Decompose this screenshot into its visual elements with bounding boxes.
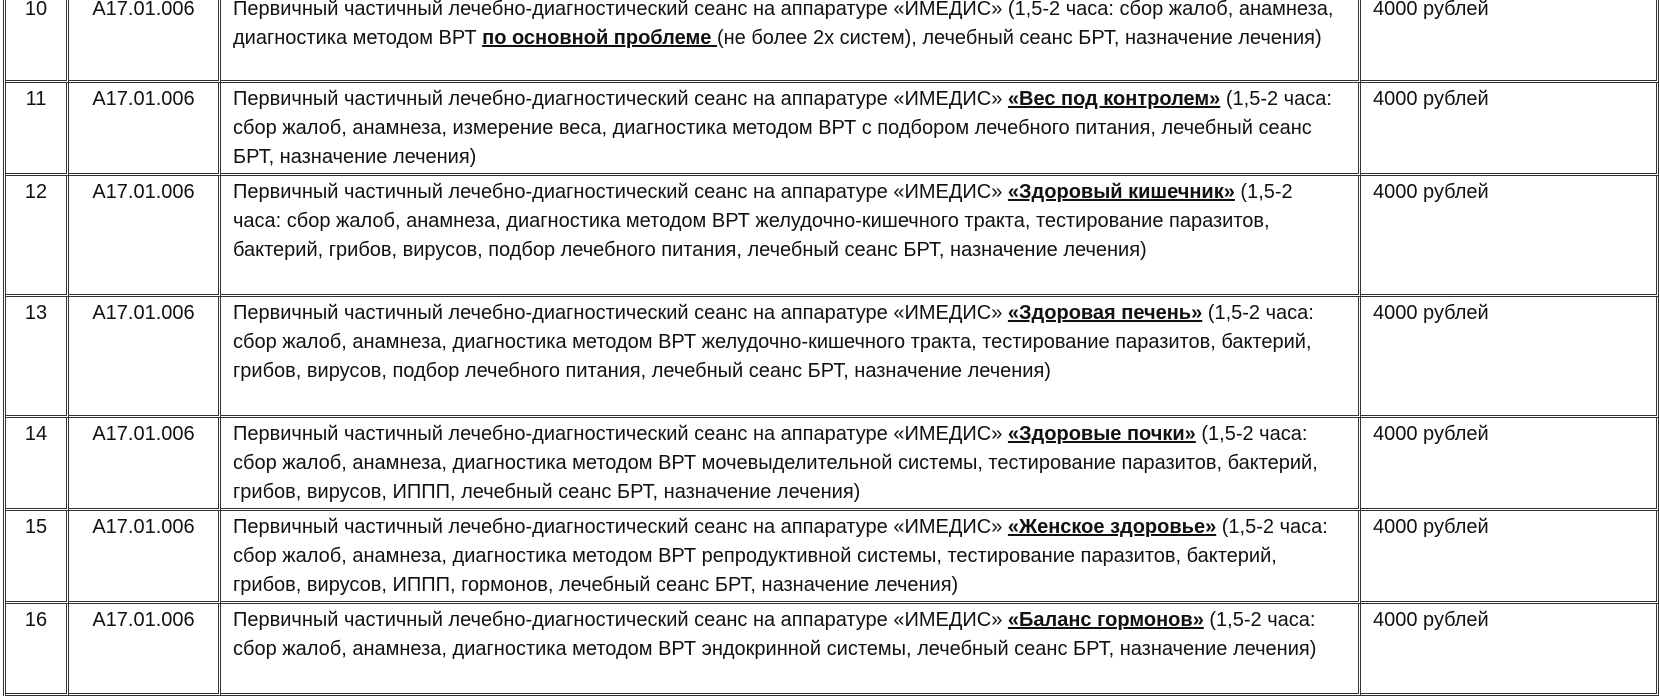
description-text: Первичный частичный лечебно-диагностический сеанс на аппаратуре «ИМЕДИС» (1,5-2 часа: сбор жалоб, анамнеза, диагностика методом ВРТ [233,0,1334,49]
table-row [6,604,1659,696]
description-highlight: «Здоровые почки» [1007,423,1196,445]
description-highlight: «Баланс гормонов» [1007,609,1204,631]
description-highlight: по основной проблеме [482,27,717,49]
description-highlight: «Здоровый кишечник» [1007,181,1235,203]
row-number: 13 [6,297,69,418]
service-description [221,511,1361,604]
service-description [221,83,1361,176]
service-code: А17.01.006 [69,418,221,511]
description-text: (1,5-2 часа: сбор жалоб, анамнеза, диагностика методом ВРТ желудочно-кишечного тракта, тестирование паразитов, бактерий, грибов, вирусов, подбор лечебного питания, лечебный сеанс БРТ, назначение лечения) [233,181,1293,261]
service-price: 4000 рублей [1361,418,1659,511]
description-text: (1,5-2 часа: сбор жалоб, анамнеза, диагностика методом ВРТ желудочно-кишечного тракта, тестирование паразитов, бактерий, грибов, вирусов, подбор лечебного питания, лечебный сеанс БРТ, назначение лечения) [233,302,1314,382]
service-code: А17.01.006 [69,297,221,418]
row-number: 15 [6,511,69,604]
row-number: 14 [6,418,69,511]
description-highlight: «Вес под контролем» [1007,88,1221,110]
description-text: Первичный частичный лечебно-диагностический сеанс на аппаратуре «ИМЕДИС» [233,609,1008,631]
description-text: (1,5-2 часа: сбор жалоб, анамнеза, диагностика методом ВРТ эндокринной системы, лечебный сеанс БРТ, назначение лечения) [233,609,1317,660]
service-price: 4000 рублей [1361,604,1659,696]
description-text: Первичный частичный лечебно-диагностический сеанс на аппаратуре «ИМЕДИС» [233,88,1008,110]
description-highlight: «Здоровая печень» [1007,302,1203,324]
row-number: 12 [6,176,69,297]
service-code: А17.01.006 [69,604,221,696]
description-text: Первичный частичный лечебно-диагностический сеанс на аппаратуре «ИМЕДИС» [233,181,1008,203]
description-highlight: «Женское здоровье» [1007,516,1217,538]
service-code: А17.01.006 [69,0,221,83]
service-code: А17.01.006 [69,511,221,604]
service-description [221,604,1361,696]
service-description [221,297,1361,418]
row-number: 11 [6,83,69,176]
table-row [6,0,1659,83]
service-price: 4000 рублей [1361,0,1659,83]
description-text: Первичный частичный лечебно-диагностический сеанс на аппаратуре «ИМЕДИС» [233,302,1008,324]
service-price: 4000 рублей [1361,297,1659,418]
service-price: 4000 рублей [1361,176,1659,297]
description-text: (1,5-2 часа: сбор жалоб, анамнеза, диагностика методом ВРТ мочевыделительной системы, тестирование паразитов, бактерий, грибов, вирусов, ИППП, лечебный сеанс БРТ, назначение лечения) [233,423,1318,503]
service-description [221,176,1361,297]
table-row [6,176,1659,297]
service-code: А17.01.006 [69,83,221,176]
table-row [6,83,1659,176]
service-code: А17.01.006 [69,176,221,297]
table-row [6,418,1659,511]
table-row [6,511,1659,604]
service-price: 4000 рублей [1361,511,1659,604]
table-row [6,297,1659,418]
description-text: (1,5-2 часа: сбор жалоб, анамнеза, диагностика методом ВРТ репродуктивной системы, тестирование паразитов, бактерий, грибов, вирусов, ИППП, гормонов, лечебный сеанс БРТ, назначение лечения) [233,516,1328,596]
row-number: 10 [6,0,69,83]
description-text: Первичный частичный лечебно-диагностический сеанс на аппаратуре «ИМЕДИС» [233,423,1008,445]
service-description [221,418,1361,511]
row-number: 16 [6,604,69,696]
description-text: Первичный частичный лечебно-диагностический сеанс на аппаратуре «ИМЕДИС» [233,516,1008,538]
service-price: 4000 рублей [1361,83,1659,176]
price-list-table [3,0,1659,696]
service-description [221,0,1361,83]
description-text: (не более 2х систем), лечебный сеанс БРТ, назначение лечения) [716,27,1322,49]
description-text: (1,5-2 часа: сбор жалоб, анамнеза, измерение веса, диагностика методом ВРТ с подбором лечебного питания, лечебный сеанс БРТ, назначение лечения) [233,88,1332,168]
